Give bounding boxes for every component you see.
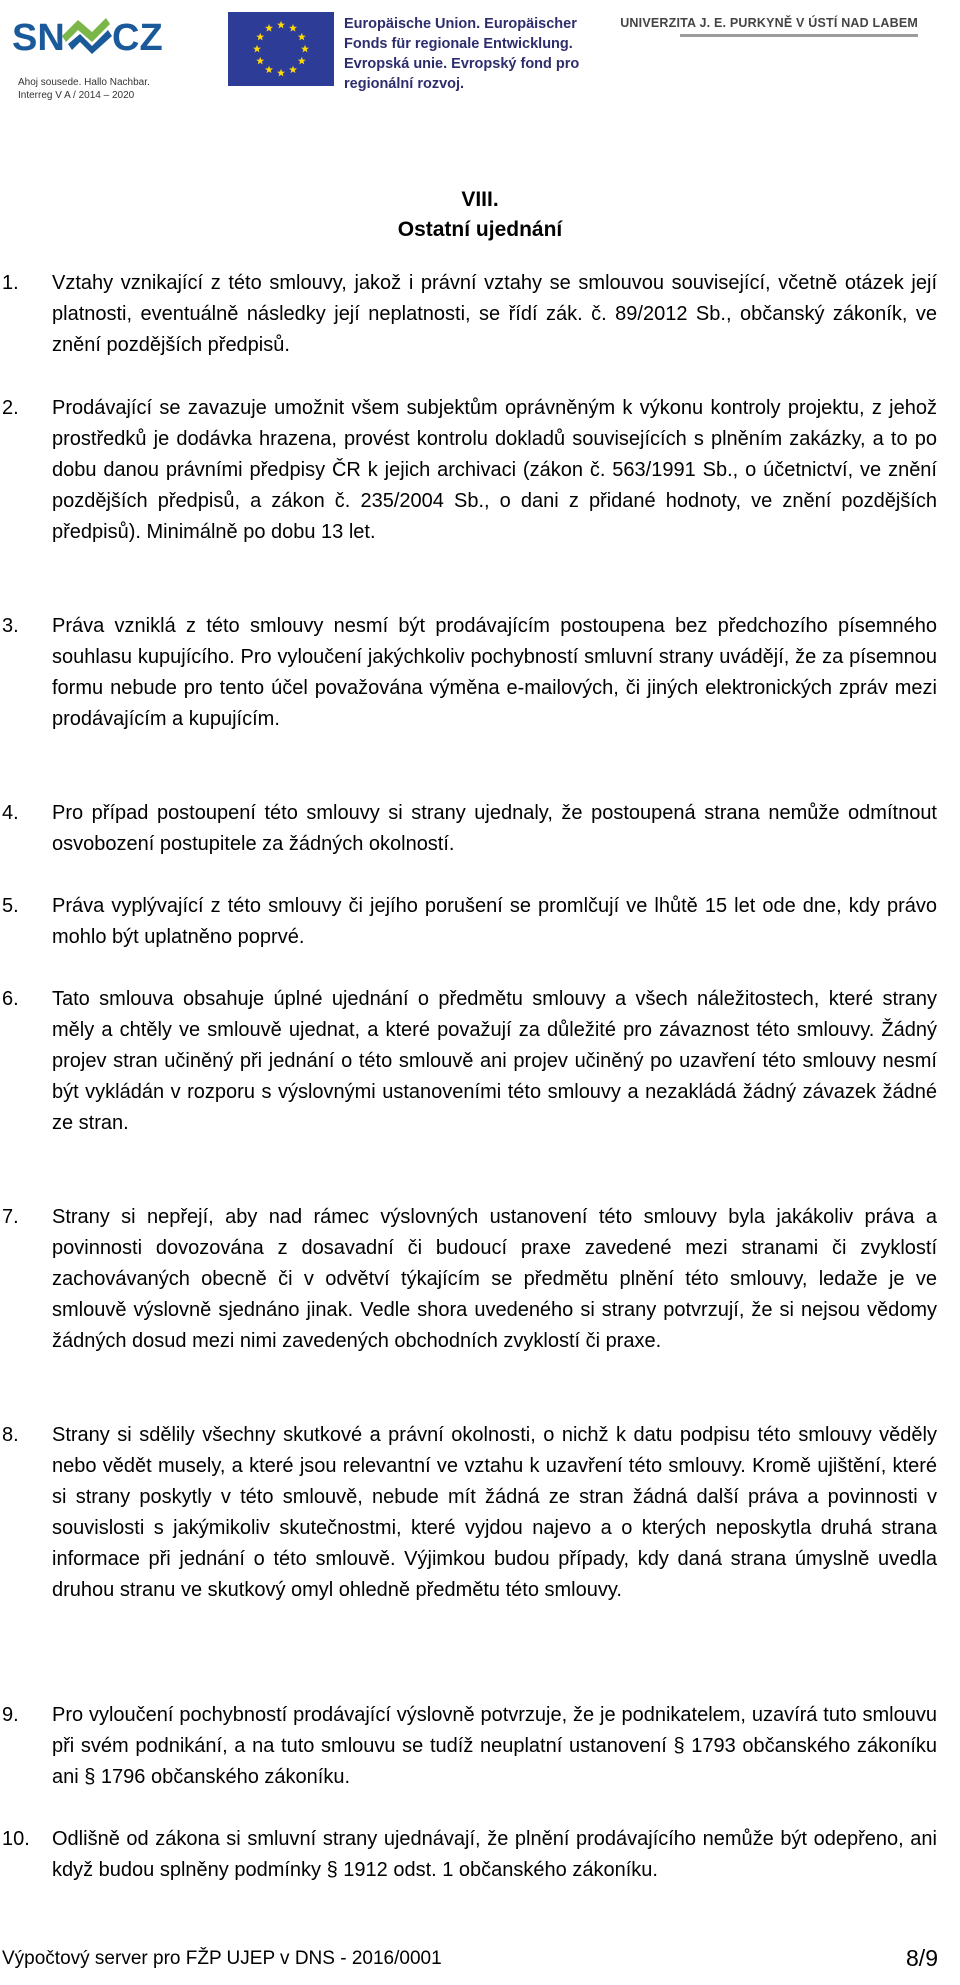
svg-text:SN: SN	[12, 17, 65, 59]
clause-text: Vztahy vznikající z této smlouvy, jakož i právní vztahy se smlouvou související, včetně otázek její platnosti, eventuálně následky její neplatnosti, se řídí zák. č. 89/2012 Sb., občanský zákoník, ve znění pozdějších předpisů.	[52, 272, 937, 356]
eu-text-line: Europäische Union. Europäischer	[344, 16, 577, 32]
eu-logo	[228, 12, 580, 94]
clause-number: 10.	[2, 1828, 30, 1850]
sncz-tagline	[18, 76, 150, 102]
clause-text: Pro vyloučení pochybností prodávající výslovně potvrzuje, že je podnikatelem, uzavírá tuto smlouvu při svém podnikání, a na tuto smlouvu se tudíž neuplatní ustanovení § 1793 občanského zákoníku ani § 1796 občanského zákoníku.	[52, 1704, 937, 1788]
ujep-logo-bar	[680, 34, 918, 37]
clause-number: 3.	[2, 615, 19, 637]
eu-logo-text	[344, 14, 584, 94]
page-number: 8/9	[906, 1945, 938, 1971]
sncz-logo	[12, 6, 163, 106]
clause-number: 6.	[2, 988, 19, 1010]
clause-text: Pro případ postoupení této smlouvy si strany ujednaly, že postoupená strana nemůže odmítnout osvobození postupitele za žádných okolností.	[52, 802, 937, 855]
sncz-tagline-line-1: Ahoj sousede. Hallo Nachbar.	[18, 77, 150, 88]
sncz-logo-mark	[12, 6, 163, 66]
section-title: Ostatní ujednání	[397, 218, 563, 241]
clause-number: 1.	[2, 272, 19, 294]
clause-number: 9.	[2, 1704, 19, 1726]
clause-text: Práva vzniklá z této smlouvy nesmí být prodávajícím postoupena bez předchozího písemného souhlasu kupujícího. Pro vyloučení jakýchkoliv pochybností smluvní strany uvádějí, že za písemnou formu nebude pro tento účel považována výměna e-mailových, či jiných elektronických zpráv mezi prodávajícím a kupujícím.	[52, 615, 937, 730]
footer-document-name: Výpočtový server pro FŽP UJEP v DNS - 2016/0001	[2, 1948, 442, 1969]
clause-text: Práva vyplývající z této smlouvy či jejího porušení se promlčují ve lhůtě 15 let ode dne, kdy právo mohlo být uplatněno poprvé.	[52, 895, 937, 948]
svg-text:CZ: CZ	[112, 17, 163, 59]
clause-number: 2.	[2, 397, 19, 419]
eu-text-line: Evropská unie. Evropský fond pro	[344, 56, 580, 72]
clause-text: Prodávající se zavazuje umožnit všem subjektům oprávněným k výkonu kontroly projektu, z jehož prostředků je dodávka hrazena, provést kontrolu dokladů souvisejících s plněním zakázky, a to po dobu danou právními předpisy ČR k jejich archivaci (zákon č. 563/1991 Sb., o účetnictví, ve znění pozdějších předpisů, a zákon č. 235/2004 Sb., o dani z přidané hodnoty, ve znění pozdějších předpisů). Minimálně po dobu 13 let.	[52, 397, 937, 543]
eu-text-line: Fonds für regionale Entwicklung.	[344, 36, 573, 52]
clause-number: 8.	[2, 1424, 19, 1446]
clause-number: 7.	[2, 1206, 19, 1228]
eu-text-line: regionální rozvoj.	[344, 76, 465, 92]
sncz-tagline-line-2: Interreg V A / 2014 – 2020	[18, 90, 135, 101]
eu-flag-icon	[228, 12, 334, 86]
clause-text: Odlišně od zákona si smluvní strany ujednávají, že plnění prodávajícího nemůže být odepřeno, ani když budou splněny podmínky § 1912 odst. 1 občanského zákoníku.	[52, 1828, 937, 1881]
section-number: VIII.	[461, 188, 499, 211]
clause-text: Strany si nepřejí, aby nad rámec výslovných ustanovení této smlouvy byla jakákoliv práva a povinnosti dovozována z dosavadní či budoucí praxe zavedené mezi stranami či zvyklostí zachovávaných obecně či v odvětví týkajícím se předmětu plnění této smlouvy, ledaže je ve smlouvě výslovně sjednáno jinak. Vedle shora uvedeného si strany potvrzují, že si nejsou vědomy žádných dosud mezi nimi zavedených obchodních zvyklostí či praxe.	[52, 1206, 937, 1352]
clause-text: Tato smlouva obsahuje úplné ujednání o předmětu smlouvy a všech náležitostech, které strany měly a chtěly ve smlouvě ujednat, a které považují za důležité pro závaznost této smlouvy. Žádný projev stran učiněný při jednání o této smlouvě ani projev učiněný po uzavření této smlouvy nesmí být vykládán v rozporu s výslovnými ustanoveními této smlouvy a nezakládá žádný závazek žádné ze stran.	[52, 988, 937, 1134]
ujep-logo-text: UNIVERZITA J. E. PURKYNĚ V ÚSTÍ NAD LABEM	[620, 16, 918, 30]
clause-number: 4.	[2, 802, 19, 824]
page-header	[0, 0, 960, 112]
clause-text: Strany si sdělily všechny skutkové a právní okolnosti, o nichž k datu podpisu této smlouvy věděly nebo vědět musely, a které jsou relevantní ve vztahu k uzavření této smlouvy. Kromě ujištění, které si strany poskytly v této smlouvě, nebude mít žádná ze stran žádná další práva a povinnosti v souvislosti s jakýmikoliv skutečnostmi, které vyjdou najevo a o kterých neposkytla druhá strana informace při jednání o této smlouvě. Výjimkou budou případy, kdy daná strana úmyslně uvedla druhou stranu ve skutkový omyl ohledně předmětu této smlouvy.	[52, 1424, 937, 1601]
clause-number: 5.	[2, 895, 19, 917]
